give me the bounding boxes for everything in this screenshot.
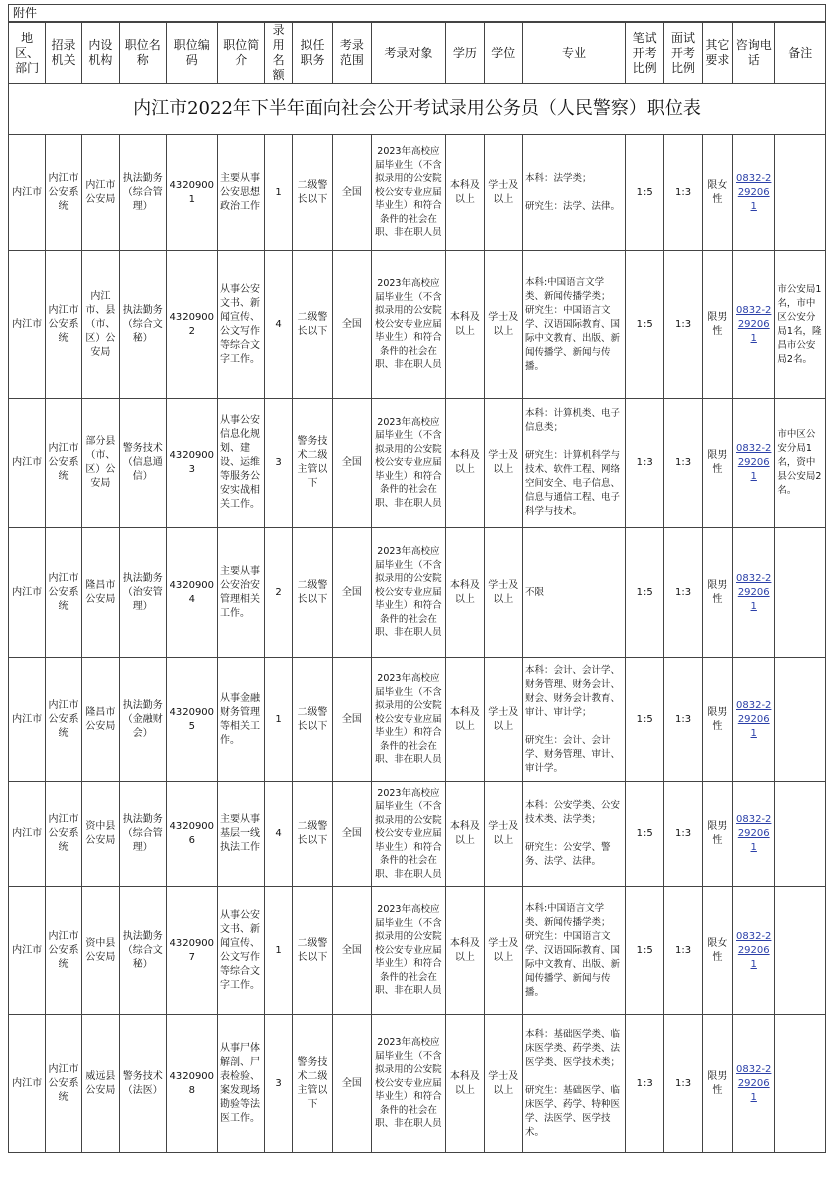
cell-region: 内江市: [9, 782, 46, 887]
cell-major: 本科:中国语言文学类、新闻传播学类； 研究生：中国语言文学、汉语国际教育、国际中文教育、出版、新闻传播学、新闻与传播。: [522, 887, 625, 1015]
cell-quota: 4: [265, 251, 292, 399]
cell-target: 2023年高校应届毕业生（不含拟录用的公安院校公安专业应届毕业生）和符合条件的社会在职、非在职人员: [371, 135, 446, 251]
cell-position: 执法勤务（治安管理）: [120, 528, 166, 658]
cell-written: 1:5: [625, 887, 663, 1015]
table-row: [9, 399, 826, 528]
cell-position: 执法勤务（金融财会）: [120, 658, 166, 782]
cell-major: 本科：计算机类、电子信息类； 研究生：计算机科学与技术、软件工程、网络空间安全、电子信息、信息与通信工程、电子科学与技术。: [522, 399, 625, 528]
phone-link[interactable]: 0832-2292061: [736, 304, 772, 344]
header-cell: 职位简介: [218, 23, 265, 84]
cell-interview: 1:3: [664, 528, 702, 658]
header-cell: 考录范围: [333, 23, 371, 84]
cell-code: 43209004: [166, 528, 218, 658]
cell-intro: 从事尸体解剖、尸表检验、案发现场勘验等法医工作。: [218, 1015, 265, 1153]
cell-degree: 学士及以上: [484, 658, 522, 782]
cell-quota: 4: [265, 782, 292, 887]
cell-position: 执法勤务（综合文秘）: [120, 251, 166, 399]
header-cell: 职位名称: [120, 23, 166, 84]
cell-target: 2023年高校应届毕业生（不含拟录用的公安院校公安专业应届毕业生）和符合条件的社会在职、非在职人员: [371, 887, 446, 1015]
cell-note: 市中区公安分局1名，资中县公安局2名。: [775, 399, 826, 528]
phone-link[interactable]: 0832-2292061: [736, 572, 772, 612]
cell-dept: 部分县（市、区）公安局: [81, 399, 119, 528]
table-row: [9, 658, 826, 782]
cell-edu: 本科及以上: [446, 1015, 484, 1153]
cell-rank: 二级警长以下: [292, 782, 332, 887]
cell-other: 限男性: [702, 658, 732, 782]
cell-major: 本科:中国语言文学类、新闻传播学类； 研究生：中国语言文学、汉语国际教育、国际中文教育、出版、新闻传播学、新闻与传播。: [522, 251, 625, 399]
cell-target: 2023年高校应届毕业生（不含拟录用的公安院校公安专业应届毕业生）和符合条件的社会在职、非在职人员: [371, 782, 446, 887]
cell-target: 2023年高校应届毕业生（不含拟录用的公安院校公安专业应届毕业生）和符合条件的社会在职、非在职人员: [371, 1015, 446, 1153]
cell-dept: 内江市公安局: [81, 135, 119, 251]
cell-scope: 全国: [333, 528, 371, 658]
cell-dept: 隆昌市公安局: [81, 528, 119, 658]
header-cell: 地区、部门: [9, 23, 46, 84]
cell-code: 43209005: [166, 658, 218, 782]
cell-interview: 1:3: [664, 658, 702, 782]
header-cell: 录用名额: [265, 23, 292, 84]
cell-edu: 本科及以上: [446, 135, 484, 251]
cell-target: 2023年高校应届毕业生（不含拟录用的公安院校公安专业应届毕业生）和符合条件的社会在职、非在职人员: [371, 528, 446, 658]
cell-agency: 内江市公安系统: [46, 782, 81, 887]
cell-quota: 1: [265, 658, 292, 782]
cell-degree: 学士及以上: [484, 135, 522, 251]
cell-position: 警务技术（法医）: [120, 1015, 166, 1153]
cell-other: 限男性: [702, 782, 732, 887]
cell-edu: 本科及以上: [446, 251, 484, 399]
cell-region: 内江市: [9, 528, 46, 658]
cell-rank: 二级警长以下: [292, 658, 332, 782]
cell-note: [775, 658, 826, 782]
cell-interview: 1:3: [664, 887, 702, 1015]
cell-written: 1:5: [625, 135, 663, 251]
cell-interview: 1:3: [664, 782, 702, 887]
position-table: [8, 22, 826, 1153]
cell-region: 内江市: [9, 251, 46, 399]
cell-written: 1:5: [625, 782, 663, 887]
header-cell: 内设机构: [81, 23, 119, 84]
cell-quota: 3: [265, 1015, 292, 1153]
cell-agency: 内江市公安系统: [46, 135, 81, 251]
cell-interview: 1:3: [664, 399, 702, 528]
cell-phone: [733, 887, 775, 1015]
cell-major: 不限: [522, 528, 625, 658]
phone-link[interactable]: 0832-2292061: [736, 443, 772, 482]
cell-written: 1:3: [625, 399, 663, 528]
cell-agency: 内江市公安系统: [46, 658, 81, 782]
cell-phone: [733, 782, 775, 887]
header-cell: 招录机关: [46, 23, 81, 84]
phone-link[interactable]: 0832-2292061: [736, 699, 772, 739]
cell-note: [775, 135, 826, 251]
cell-edu: 本科及以上: [446, 528, 484, 658]
table-row: [9, 251, 826, 399]
header-cell: 其它要求: [702, 23, 732, 84]
cell-interview: 1:3: [664, 1015, 702, 1153]
document-page: [8, 4, 826, 1153]
cell-intro: 从事金融财务管理等相关工作。: [218, 658, 265, 782]
cell-degree: 学士及以上: [484, 399, 522, 528]
cell-intro: 主要从事公安思想政治工作: [218, 135, 265, 251]
phone-link[interactable]: 0832-2292061: [736, 172, 772, 212]
cell-rank: 二级警长以下: [292, 135, 332, 251]
cell-intro: 从事公安信息化规划、建设、运维等服务公安实战相关工作。: [218, 399, 265, 528]
cell-agency: 内江市公安系统: [46, 251, 81, 399]
cell-position: 警务技术（信息通信）: [120, 399, 166, 528]
cell-scope: 全国: [333, 782, 371, 887]
cell-region: 内江市: [9, 1015, 46, 1153]
cell-rank: 二级警长以下: [292, 528, 332, 658]
cell-major: 本科：会计、会计学、财务管理、财务会计、财会、财务会计教育、审计、审计学； 研究生：会计、会计学、财务管理、审计、审计学。: [522, 658, 625, 782]
header-cell: 考录对象: [371, 23, 446, 84]
header-cell: 备注: [775, 23, 826, 84]
phone-link[interactable]: 0832-2292061: [736, 930, 772, 970]
cell-note: 市公安局1名，市中区公安分局1名，隆昌市公安局2名。: [775, 251, 826, 399]
annex-bar: [8, 4, 826, 22]
cell-region: 内江市: [9, 135, 46, 251]
phone-link[interactable]: 0832-2292061: [736, 1063, 772, 1103]
cell-written: 1:5: [625, 251, 663, 399]
cell-other: 限女性: [702, 887, 732, 1015]
cell-scope: 全国: [333, 135, 371, 251]
cell-target: 2023年高校应届毕业生（不含拟录用的公安院校公安专业应届毕业生）和符合条件的社会在职、非在职人员: [371, 251, 446, 399]
cell-position: 执法勤务（综合管理）: [120, 135, 166, 251]
table-row: [9, 1015, 826, 1153]
cell-edu: 本科及以上: [446, 658, 484, 782]
cell-target: 2023年高校应届毕业生（不含拟录用的公安院校公安专业应届毕业生）和符合条件的社会在职、非在职人员: [371, 658, 446, 782]
cell-intro: 主要从事基层一线执法工作: [218, 782, 265, 887]
cell-quota: 1: [265, 135, 292, 251]
table-row: [9, 887, 826, 1015]
table-row: [9, 782, 826, 887]
cell-intro: 从事公安文书、新闻宣传、公文写作等综合文字工作。: [218, 887, 265, 1015]
header-cell: 笔试开考比例: [625, 23, 663, 84]
cell-note: [775, 782, 826, 887]
cell-major: 本科：基础医学类、临床医学类、药学类、法医学类、医学技术类； 研究生：基础医学、临床医学、药学、特种医学、法医学、医学技术。: [522, 1015, 625, 1153]
cell-written: 1:5: [625, 528, 663, 658]
cell-code: 43209006: [166, 782, 218, 887]
header-row: [9, 23, 826, 84]
table-row: [9, 135, 826, 251]
cell-dept: 威远县公安局: [81, 1015, 119, 1153]
header-cell: 咨询电话: [733, 23, 775, 84]
cell-major: 本科：公安学类、公安技术类、法学类； 研究生：公安学、警务、法学、法律。: [522, 782, 625, 887]
cell-other: 限男性: [702, 1015, 732, 1153]
header-cell: 拟任职务: [292, 23, 332, 84]
cell-dept: 隆昌市公安局: [81, 658, 119, 782]
cell-written: 1:3: [625, 1015, 663, 1153]
cell-degree: 学士及以上: [484, 528, 522, 658]
cell-other: 限男性: [702, 399, 732, 528]
table-row: [9, 528, 826, 658]
cell-rank: 警务技术二级主管以下: [292, 1015, 332, 1153]
cell-intro: 从事公安文书、新闻宣传、公文写作等综合文字工作。: [218, 251, 265, 399]
cell-scope: 全国: [333, 251, 371, 399]
phone-link[interactable]: 0832-2292061: [736, 814, 772, 853]
cell-quota: 1: [265, 887, 292, 1015]
cell-degree: 学士及以上: [484, 1015, 522, 1153]
cell-edu: 本科及以上: [446, 399, 484, 528]
cell-phone: [733, 251, 775, 399]
cell-agency: 内江市公安系统: [46, 399, 81, 528]
cell-region: 内江市: [9, 399, 46, 528]
header-cell: 学位: [484, 23, 522, 84]
cell-agency: 内江市公安系统: [46, 1015, 81, 1153]
header-cell: 专业: [522, 23, 625, 84]
cell-region: 内江市: [9, 658, 46, 782]
header-cell: 面试开考比例: [664, 23, 702, 84]
cell-code: 43209001: [166, 135, 218, 251]
cell-phone: [733, 1015, 775, 1153]
annex-label: 附件: [9, 5, 826, 22]
cell-edu: 本科及以上: [446, 887, 484, 1015]
cell-code: 43209003: [166, 399, 218, 528]
cell-phone: [733, 528, 775, 658]
page-title: 内江市2022年下半年面向社会公开考试录用公务员（人民警察）职位表: [9, 84, 826, 135]
cell-scope: 全国: [333, 399, 371, 528]
cell-code: 43209008: [166, 1015, 218, 1153]
cell-other: 限女性: [702, 135, 732, 251]
cell-scope: 全国: [333, 1015, 371, 1153]
cell-written: 1:5: [625, 658, 663, 782]
cell-dept: 资中县公安局: [81, 887, 119, 1015]
cell-quota: 3: [265, 399, 292, 528]
cell-quota: 2: [265, 528, 292, 658]
cell-scope: 全国: [333, 887, 371, 1015]
cell-degree: 学士及以上: [484, 251, 522, 399]
cell-code: 43209002: [166, 251, 218, 399]
header-cell: 学历: [446, 23, 484, 84]
cell-note: [775, 528, 826, 658]
cell-intro: 主要从事公安治安管理相关工作。: [218, 528, 265, 658]
cell-other: 限男性: [702, 251, 732, 399]
cell-rank: 警务技术二级主管以下: [292, 399, 332, 528]
cell-note: [775, 887, 826, 1015]
cell-rank: 二级警长以下: [292, 251, 332, 399]
header-cell: 职位编码: [166, 23, 218, 84]
cell-note: [775, 1015, 826, 1153]
cell-phone: [733, 399, 775, 528]
cell-interview: 1:3: [664, 251, 702, 399]
cell-agency: 内江市公安系统: [46, 528, 81, 658]
cell-rank: 二级警长以下: [292, 887, 332, 1015]
cell-major: 本科：法学类； 研究生：法学、法律。: [522, 135, 625, 251]
cell-phone: [733, 135, 775, 251]
cell-degree: 学士及以上: [484, 782, 522, 887]
cell-other: 限男性: [702, 528, 732, 658]
cell-edu: 本科及以上: [446, 782, 484, 887]
cell-interview: 1:3: [664, 135, 702, 251]
cell-dept: 资中县公安局: [81, 782, 119, 887]
cell-code: 43209007: [166, 887, 218, 1015]
cell-phone: [733, 658, 775, 782]
cell-degree: 学士及以上: [484, 887, 522, 1015]
cell-position: 执法勤务（综合文秘）: [120, 887, 166, 1015]
cell-dept: 内江市、县（市、区）公安局: [81, 251, 119, 399]
cell-target: 2023年高校应届毕业生（不含拟录用的公安院校公安专业应届毕业生）和符合条件的社会在职、非在职人员: [371, 399, 446, 528]
cell-scope: 全国: [333, 658, 371, 782]
cell-agency: 内江市公安系统: [46, 887, 81, 1015]
cell-position: 执法勤务（综合管理）: [120, 782, 166, 887]
cell-region: 内江市: [9, 887, 46, 1015]
